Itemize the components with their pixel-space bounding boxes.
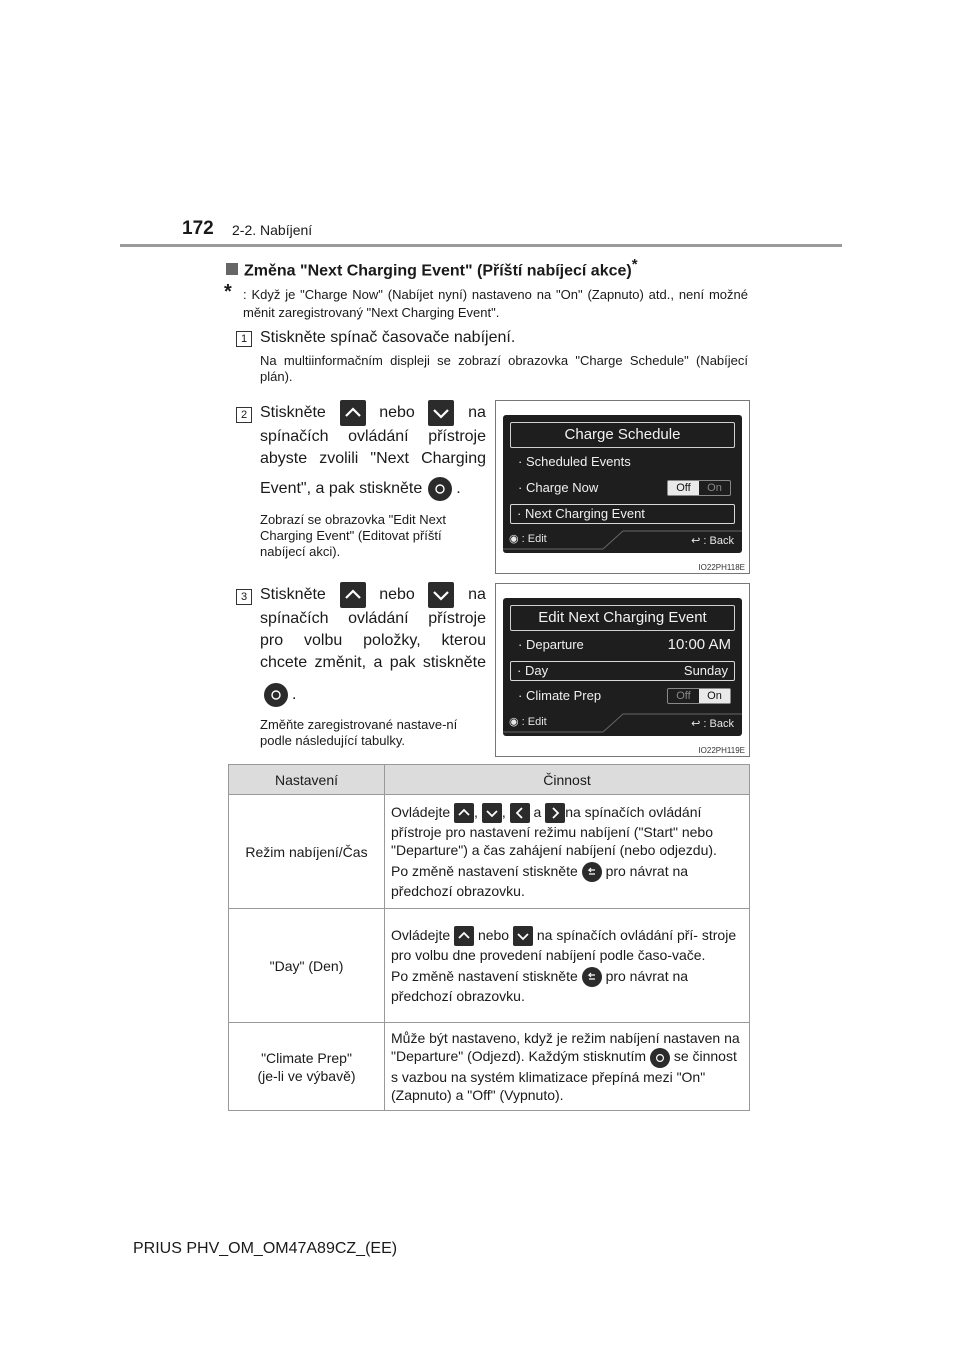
- back-button-icon: [582, 967, 602, 987]
- table-header-row: [229, 765, 750, 795]
- step-2-word-or: nebo: [379, 404, 415, 421]
- setting-cell: "Day" (Den): [229, 909, 385, 1023]
- departure-time-value: 10:00 AM: [667, 636, 731, 653]
- back-hint: ↩ : Back: [691, 718, 734, 730]
- column-header-setting: Nastavení: [229, 765, 385, 795]
- table-row: [229, 909, 750, 1023]
- action-cell: Ovládejte nebo na spínačích ovládání pří- stroje pro volbu dne provedení nabíjení podle časo-vače. Po změně nastavení stiskněte pro návrat na předchozí obrazovku.: [385, 909, 750, 1023]
- menu-item-next-charging-event: · Next Charging Event: [510, 504, 735, 524]
- menu-item-departure: · Departure 10:00 AM: [518, 636, 731, 653]
- figure-charge-schedule: [495, 400, 750, 574]
- settings-table: [228, 764, 750, 1111]
- step-2-line-2: spínačích ovládání přístroje: [260, 428, 486, 445]
- chevron-up-icon: [340, 582, 366, 608]
- action-cell: Může být nastaveno, když je režim nabíjení nastaven na "Departure" (Odjezd). Každým stisknutím se činnost s vazbou na systém klimatizace přepíná mezi "On" (Zapnuto) a "Off" (Vypnuto).: [385, 1023, 750, 1111]
- chevron-down-icon: [428, 582, 454, 608]
- step-number-3: 3: [236, 589, 252, 605]
- edit-hint: ◉ : Edit: [509, 716, 547, 728]
- figure-id: IO22PH119E: [698, 746, 745, 755]
- step-3-text: [260, 582, 486, 710]
- step-3-word-or: nebo: [379, 586, 415, 603]
- step-number-2: 2: [236, 407, 252, 423]
- display-screen: [503, 415, 742, 553]
- ok-button-icon: [264, 683, 288, 707]
- figure-edit-next-charging-event: [495, 583, 750, 757]
- footnote-text: : Když je "Charge Now" (Nabíjet nyní) nastaveno na "On" (Zapnuto) atd., není možné měnit zaregistrovaný "Next Charging Event".: [243, 287, 748, 320]
- step-1-text: Stiskněte spínač časovače nabíjení.: [260, 329, 516, 346]
- edit-knob-icon: ◉: [509, 716, 519, 728]
- heading-text: Změna "Next Charging Event" (Příští nabíjecí akce): [244, 262, 632, 280]
- menu-item-scheduled-events: · Scheduled Events: [518, 454, 631, 469]
- chevron-right-icon: [545, 803, 565, 823]
- step-3-word-press: Stiskněte: [260, 586, 326, 603]
- table-row: [229, 795, 750, 909]
- figure-id: IO22PH118E: [698, 563, 745, 572]
- edit-knob-icon: ◉: [509, 533, 519, 545]
- screen-title: Charge Schedule: [510, 422, 735, 448]
- menu-item-day: · Day Sunday: [510, 661, 735, 681]
- chevron-left-icon: [510, 803, 530, 823]
- edit-hint: ◉ : Edit: [509, 533, 547, 545]
- chevron-down-icon: [428, 400, 454, 426]
- back-arrow-icon: ↩: [691, 535, 701, 547]
- square-bullet-icon: [226, 263, 238, 275]
- step-2-period: .: [456, 480, 461, 497]
- back-hint: ↩ : Back: [691, 535, 734, 547]
- step-3-line-3: pro volbu položky, kterou: [260, 632, 486, 649]
- display-screen: [503, 598, 742, 736]
- step-3-period: .: [292, 686, 297, 703]
- screen-title: Edit Next Charging Event: [510, 605, 735, 631]
- ok-button-icon: [650, 1048, 670, 1068]
- chevron-down-icon: [482, 803, 502, 823]
- step-3-note: Změňte zaregistrované nastave-ní podle následující tabulky.: [260, 717, 458, 748]
- climate-prep-toggle: Off On: [667, 688, 731, 704]
- header-rule: [120, 244, 842, 247]
- step-2-word-on: na: [468, 404, 486, 421]
- day-value: Sunday: [683, 663, 728, 678]
- page-number: 172: [182, 218, 214, 239]
- ok-button-icon: [428, 477, 452, 501]
- menu-item-charge-now: · Charge Now Off On: [512, 479, 737, 499]
- step-2-line-4: Event", a pak stiskněte: [260, 480, 423, 497]
- footnote-asterisk: *: [224, 281, 232, 303]
- heading-asterisk: *: [631, 256, 638, 273]
- setting-cell: "Climate Prep" (je-li ve výbavě): [229, 1023, 385, 1111]
- step-number-1: 1: [236, 331, 252, 347]
- action-cell: Ovládejte , , a na spínačích ovládání přístroje pro nastavení režimu nabíjení ("Start" nebo "Departure") a čas zahájení nabíjení (nebo odjezdu). Po změně nastavení stiskněte pro návrat na předchozí obrazovku.: [385, 795, 750, 909]
- step-2-note: Zobrazí se obrazovka "Edit Next Charging Event" (Editovat příští nabíjecí akci).: [260, 512, 446, 559]
- step-3-line-4: chcete změnit, a pak stiskněte: [260, 654, 486, 671]
- table-row: [229, 1023, 750, 1111]
- section-title: 2-2. Nabíjení: [232, 222, 313, 238]
- document-footer: PRIUS PHV_OM_OM47A89CZ_(EE): [133, 1240, 398, 1257]
- menu-item-climate-prep: · Climate Prep Off On: [512, 687, 737, 707]
- step-3-line-2: spínačích ovládání přístroje: [260, 610, 486, 627]
- step-3-word-on: na: [468, 586, 486, 603]
- chevron-up-icon: [340, 400, 366, 426]
- subsection-heading: [226, 256, 638, 280]
- charge-now-toggle: Off On: [667, 480, 731, 496]
- step-2-text: [260, 400, 486, 504]
- chevron-down-icon: [513, 926, 533, 946]
- step-1-note: Na multiinformačním displeji se zobrazí obrazovka "Charge Schedule" (Nabíjecí plán).: [260, 353, 748, 384]
- chevron-up-icon: [454, 926, 474, 946]
- chevron-up-icon: [454, 803, 474, 823]
- column-header-action: Činnost: [385, 765, 750, 795]
- step-2-word-press: Stiskněte: [260, 404, 326, 421]
- back-arrow-icon: ↩: [691, 718, 701, 730]
- setting-cell: Režim nabíjení/Čas: [229, 795, 385, 909]
- back-button-icon: [582, 862, 602, 882]
- step-2-line-3: abyste zvolili "Next Charging: [260, 450, 486, 467]
